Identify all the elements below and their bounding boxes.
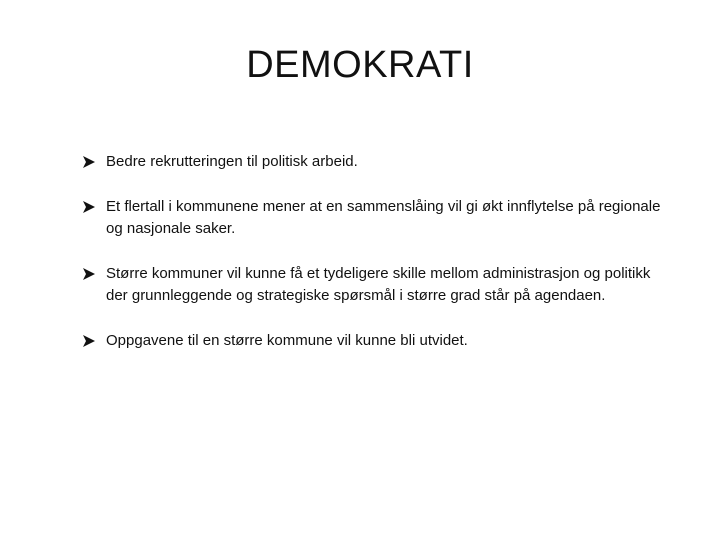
list-item [82, 330, 662, 352]
arrowhead-bullet-icon [82, 330, 98, 352]
bullet-text: Bedre rekrutteringen til politisk arbeid. [106, 153, 358, 170]
list-item [82, 196, 662, 240]
arrowhead-bullet-icon [82, 151, 98, 173]
list-item [82, 151, 662, 173]
bullet-text: Oppgavene til en større kommune vil kunne bli utvidet. [106, 332, 468, 349]
bullet-list [82, 151, 662, 375]
arrowhead-bullet-icon [82, 196, 98, 218]
bullet-text: Større kommuner vil kunne få et tydeligere skille mellom administrasjon og politikk der grunnleggende og strategiske spørsmål i større grad står på agendaen. [106, 265, 651, 304]
list-item [82, 263, 662, 307]
slide-title: DEMOKRATI [246, 44, 474, 86]
arrowhead-bullet-icon [82, 263, 98, 285]
bullet-text: Et flertall i kommunene mener at en sammenslåing vil gi økt innflytelse på regionale og nasjonale saker. [106, 198, 661, 237]
